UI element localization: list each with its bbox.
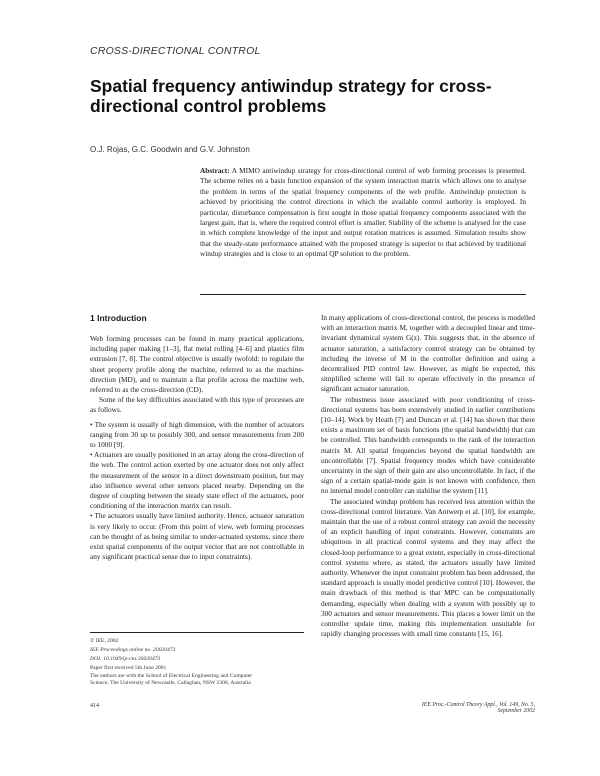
authors: O.J. Rojas, G.C. Goodwin and G.V. Johnston (90, 145, 250, 154)
paragraph: The robustness issue associated with poor conditioning of cross-directional systems has been extensively studied in earlier contributions [10–14]. Work by Heath [7] and Duncan et al. [14] has shown that there exists a maximum set of basis functions (the spatial bandwidth) that can be controlled. This bandwidth corresponds to the rank of the interaction matrix M. All spatial frequencies beyond the spatial bandwidth are uncontrollable [7]. Spatial frequency modes which have considerable uncertainty in the sign of their gain are also uncontrollable. In fact, if the sign of a certain spatial-mode gain is not known with confidence, then no internal model controller can stabilise the system [11]. (321, 394, 535, 496)
journal-citation: IEE Proc.-Control Theory Appl., Vol. 149, No. 5, September 2002 (421, 702, 535, 714)
footnote: DOI: 10.1049/ip-cta:20020473 (90, 656, 161, 662)
abstract-text: A MIMO antiwindup strategy for cross-directional control of web forming processes is presented. The scheme relies on a basis function expansion of the system interaction matrix which allows one to analyse the problem in terms of the spatial frequency components of the web profile. Antiwindup protection is achieved by prioritising the control directions in which the available control authority is employed. In particular, disturbance compensation is first sought in those spatial frequency components associated with the largest gain, that is, where the required control effort is smaller. Stability of the scheme is analysed for the case in which complete knowledge of the input and output rotation matrices is assumed. Simulation results show that the steady-state performance attained with the proposed strategy is superior to that achieved by traditional windup strategies and is close to an optimal QP solution to the problem. (200, 166, 526, 259)
footnote: IEE Proceedings online no. 20020473 (90, 647, 176, 653)
footnote: The authors are with the School of Electrical Engineering and Computer (90, 673, 253, 679)
paragraph: In many applications of cross-directional control, the process is modelled with an interaction matrix M, together with a decoupled linear and time-invariant dynamical system G(z). This suggests that, in the absence of actuator saturation, a satisfactory control strategy can be obtained by including the inverse of M in the controller definition and using a decentralised PID control law. However, as might be expected, this simplified scheme will fail to operate effectively in the presence of significant actuator saturation. (321, 313, 535, 394)
abstract-divider (200, 294, 526, 295)
footnote: Paper first received 5th June 2001 (90, 665, 167, 671)
paragraph: Some of the key difficulties associated with this type of processes are as follows. (90, 395, 304, 415)
paragraph: Web forming processes can be found in many practical applications, including paper making [1–3], flat metal rolling [4–6] and plastics film extrusion [7, 8]. The control objective is usually twofold: to regulate the sheet property profile along the machine, referred to as the machine-direction (MD), and to maintain a flat profile across the machine web, referred to as the cross-direction (CD). (90, 334, 304, 395)
footnote: Science, The University of Newcastle, Callaghan, NSW 2308, Australia (90, 680, 251, 686)
paper-title: Spatial frequency antiwindup strategy for cross-directional control problems (90, 76, 492, 116)
paragraph: The associated windup problem has received less attention within the cross-directional control literature. Van Antwerp et al. [10], for example, maintain that the use of a robust control strategy can avoid the necessity of an explicit handling of input constraints. However, constraints are ubiquitous in all practical control systems and they may affect the closed-loop performance to a great extent, especially in cross-directional control systems where, as stated, the actuators usually have limited authority. Whenever the input constraint problem has been addressed, the standard approach is usually model predictive control [10]. However, the main drawback of this method is that MPC can be computationally demanding, especially when dealing with a system with possibly up to 300 actuators and sensor measurements. This places a lower limit on the controller update time, making this implementation unsuitable for rapidly changing processes with small time constants [15, 16]. (321, 496, 535, 639)
page-number: 414 (90, 703, 99, 709)
footnote: © IEE, 2002 (90, 638, 119, 644)
abstract-label: Abstract: (200, 166, 230, 175)
left-column (90, 334, 304, 562)
bullet-item: • The actuators usually have limited authority. Hence, actuator saturation is very likely to occur. (From this point of view, web forming processes can be thought of as being similar to under-actuated systems, since there exist spatial components of the output vector that are not controllable in any significant practical sense due to input constraints). (90, 511, 304, 562)
bullet-item: • Actuators are usually positioned in an array along the cross-direction of the web. The control action exerted by one actuator does not only affect the measurement of the sensor in a direct downstream position, but may also influence several other sensors placed nearby. Depending on the degree of coupling between the steady state effect of the actuators, poor conditioning of the interaction matrix can result. (90, 450, 304, 511)
footnotes (90, 637, 304, 687)
right-column (321, 313, 535, 640)
section-heading: 1 Introduction (90, 313, 147, 323)
bullet-item: • The system is usually of high dimension, with the number of actuators ranging from 30 up to possibly 300, and sensor measurements from 200 to 1000 [9]. (90, 419, 304, 450)
footnote-divider (90, 632, 304, 633)
abstract (200, 166, 526, 260)
section-label: CROSS-DIRECTIONAL CONTROL (90, 45, 261, 57)
